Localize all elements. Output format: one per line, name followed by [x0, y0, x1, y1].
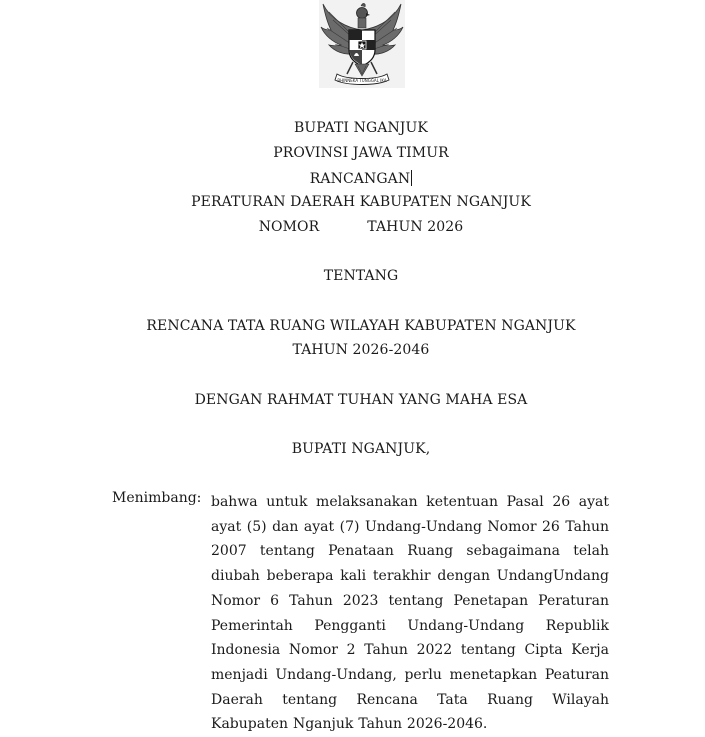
- title-line-2: TAHUN 2026-2046: [292, 342, 430, 358]
- tahun-label: TAHUN 2026: [367, 219, 464, 235]
- header-provinsi: PROVINSI JAWA TIMUR: [273, 145, 449, 161]
- rancangan-text: RANCANGAN: [309, 171, 411, 187]
- tentang-heading: TENTANG: [323, 268, 399, 284]
- menimbang-paragraph: bahwa untuk melaksanakan ketentuan Pasal 26 ayat ayat (5) dan ayat (7) Undang-Undang Nomor 26 Tahun 2007 tentang Penataan Ruang sebagaimana telah diubah beberapa kali terakhir dengan UndangUndang Nomor 6 Tahun 2023 tentang Penetapan Peraturan Pemerintah Pengganti Undang-Undang Republik Indonesia Nomor 2 Tahun 2022 tentang Cipta Kerja menjadi Undang-Undang, perlu menetapkan Peaturan Daerah tentang Rencana Tata Ruang Wilayah Kabupaten Nganjuk Tahun 2026-2046.: [211, 494, 609, 733]
- dengan-rahmat-line: DENGAN RAHMAT TUHAN YANG MAHA ESA: [194, 392, 528, 408]
- header-rancangan: [0, 170, 705, 187]
- header-peraturan: PERATURAN DAERAH KABUPATEN NGANJUK: [191, 194, 531, 210]
- garuda-emblem-icon: [317, 0, 407, 88]
- title-line-1: RENCANA TATA RUANG WILAYAH KABUPATEN NGANJUK: [146, 318, 576, 334]
- header-bupati: BUPATI NGANJUK: [294, 120, 428, 136]
- menimbang-label: Menimbang:: [112, 490, 202, 506]
- svg-text:BHINNEKA TUNGGAL IKA: BHINNEKA TUNGGAL IKA: [337, 78, 387, 83]
- nomor-label: NOMOR: [258, 219, 320, 235]
- header-nomor-tahun: [0, 219, 705, 235]
- text-cursor: [411, 170, 412, 186]
- issuer-line: BUPATI NGANJUK,: [291, 441, 431, 457]
